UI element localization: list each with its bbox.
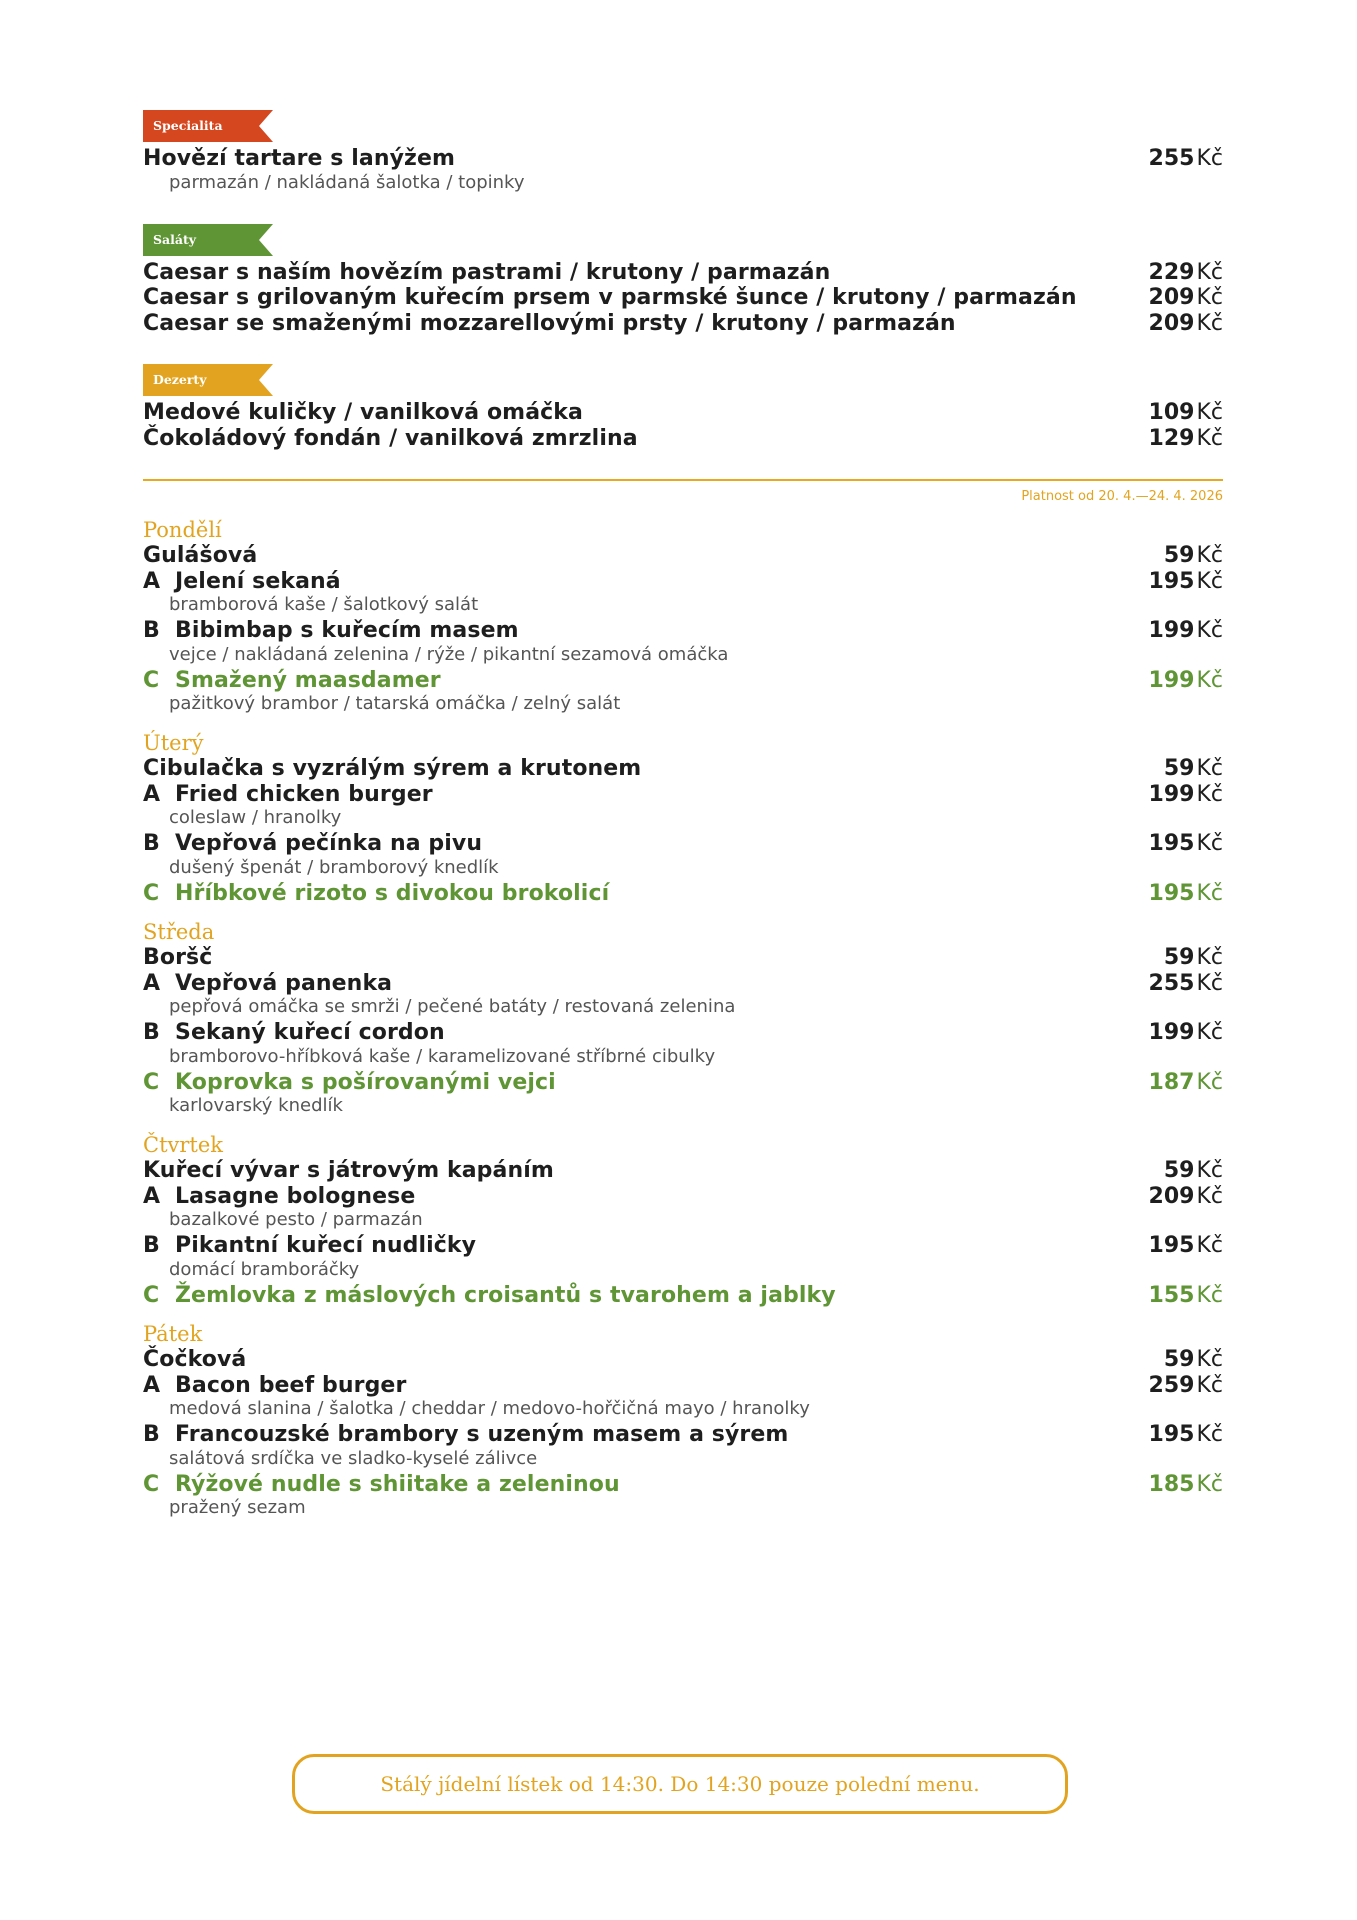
item-name: Čokoládový fondán / vanilková zmrzlina	[143, 425, 638, 451]
item-name-wrap	[143, 1020, 445, 1045]
item-letter: A	[143, 970, 161, 996]
price-value: 229	[1148, 259, 1195, 285]
item-letter: A	[143, 781, 161, 807]
section-2	[143, 364, 1223, 451]
item-description: karlovarský knedlík	[169, 1095, 343, 1116]
item-description: domácí bramboráčky	[169, 1258, 360, 1280]
price-value: 109	[1148, 400, 1195, 425]
item-letter: B	[143, 1020, 160, 1045]
item-description: pažitkový brambor / tatarská omáčka / zelný salát	[169, 693, 621, 714]
item-name: Hříbkové rizoto s divokou brokolicí	[175, 880, 610, 906]
main-item	[143, 831, 1223, 857]
price-currency: Kč	[1196, 1282, 1223, 1308]
main-item	[143, 1233, 1223, 1259]
soup-name: Boršč	[143, 945, 213, 970]
price-value: 129	[1148, 425, 1195, 451]
price-currency: Kč	[1196, 1372, 1223, 1398]
item-description: parmazán / nakládaná šalotka / topinky	[169, 171, 525, 193]
item-name: Koprovka s pošírovanými vejci	[175, 1069, 556, 1095]
price-value: 255	[1148, 970, 1195, 996]
soup-item	[143, 756, 1223, 782]
specials-sections	[143, 110, 1223, 451]
price-currency: Kč	[1196, 259, 1223, 285]
main-item	[143, 1283, 1223, 1309]
price	[1164, 1158, 1223, 1183]
menu-item	[143, 400, 1223, 426]
price	[1164, 945, 1223, 970]
section-1	[143, 224, 1223, 337]
item-name: Caesar s naším hovězím pastrami / krutony / parmazán	[143, 259, 831, 285]
item-name: Fried chicken burger	[175, 781, 433, 807]
item-letter: B	[143, 1233, 160, 1258]
day-name: Středa	[143, 920, 215, 944]
footer-text: Stálý jídelní lístek od 14:30. Do 14:30 pouze polední menu.	[380, 1772, 980, 1796]
price-value: 59	[1163, 543, 1195, 568]
item-description: vejce / nakládaná zelenina / rýže / pikantní sezamová omáčka	[169, 643, 729, 665]
soup-item	[143, 1158, 1223, 1184]
soup-name: Čočková	[143, 1347, 247, 1372]
item-name-wrap	[143, 618, 519, 643]
item-name-wrap	[143, 881, 609, 906]
item-letter: A	[143, 1183, 161, 1209]
menu-item	[143, 311, 1223, 337]
price-value: 59	[1163, 945, 1195, 970]
item-name-wrap	[143, 1373, 406, 1398]
price	[1149, 146, 1223, 171]
item-description: bazalkové pesto / parmazán	[169, 1209, 423, 1230]
price	[1149, 400, 1223, 425]
price	[1149, 831, 1223, 856]
item-name: Vepřová pečínka na pivu	[175, 831, 483, 856]
main-item	[143, 1070, 1223, 1096]
footer-notice	[292, 1754, 1068, 1814]
price-value: 59	[1163, 1158, 1195, 1183]
section-0	[143, 110, 1223, 196]
item-name: Vepřová panenka	[175, 970, 393, 996]
day-name: Pondělí	[143, 518, 222, 542]
section-label: Specialita	[153, 118, 223, 133]
menu-page	[143, 110, 1223, 1521]
item-name: Smažený maasdamer	[175, 667, 441, 693]
item-letter: C	[143, 1471, 160, 1497]
item-name-wrap	[143, 1233, 476, 1258]
item-name: Bibimbap s kuřecím masem	[175, 618, 519, 643]
item-letter: C	[143, 667, 160, 693]
price-currency: Kč	[1196, 781, 1223, 807]
main-item	[143, 881, 1223, 907]
menu-item	[143, 146, 1223, 172]
price-currency: Kč	[1196, 618, 1223, 643]
item-name: Jelení sekaná	[175, 568, 341, 594]
price-currency: Kč	[1196, 1471, 1223, 1497]
item-description: bramborovo-hříbková kaše / karamelizované stříbrné cibulky	[169, 1045, 716, 1067]
price-currency: Kč	[1196, 667, 1223, 693]
price-value: 199	[1148, 618, 1195, 643]
price-currency: Kč	[1196, 1233, 1223, 1258]
price-value: 255	[1148, 146, 1195, 171]
price-value: 199	[1148, 781, 1195, 807]
item-name: Medové kuličky / vanilková omáčka	[143, 400, 583, 425]
section-ribbon	[143, 110, 273, 142]
item-letter: C	[143, 1282, 160, 1308]
price-currency: Kč	[1196, 310, 1223, 336]
price-currency: Kč	[1196, 146, 1223, 171]
item-description: coleslaw / hranolky	[169, 807, 342, 828]
item-name: Sekaný kuřecí cordon	[175, 1020, 445, 1045]
price-currency: Kč	[1196, 970, 1223, 996]
day-block	[143, 1133, 1223, 1308]
item-letter: B	[143, 618, 160, 643]
price	[1149, 971, 1223, 996]
section-ribbon	[143, 364, 273, 396]
price	[1164, 543, 1223, 568]
item-name-wrap	[143, 831, 482, 856]
price-value: 155	[1148, 1282, 1195, 1308]
item-name: Hovězí tartare s lanýžem	[143, 146, 455, 171]
price-currency: Kč	[1196, 1158, 1223, 1183]
price	[1149, 1233, 1223, 1258]
price-value: 195	[1148, 1233, 1195, 1258]
price-value: 209	[1148, 310, 1195, 336]
item-letter: A	[143, 1372, 161, 1398]
day-block	[143, 518, 1223, 717]
soup-item	[143, 543, 1223, 569]
soup-item	[143, 945, 1223, 971]
price	[1149, 569, 1223, 594]
main-item	[143, 1373, 1223, 1399]
price-currency: Kč	[1196, 568, 1223, 594]
item-letter: C	[143, 1069, 160, 1095]
main-item	[143, 971, 1223, 997]
item-letter: A	[143, 568, 161, 594]
price-currency: Kč	[1196, 1347, 1223, 1372]
item-name-wrap	[143, 668, 441, 693]
price-currency: Kč	[1196, 425, 1223, 451]
price	[1149, 1184, 1223, 1209]
price-value: 195	[1148, 880, 1195, 906]
divider	[143, 479, 1223, 481]
price	[1149, 782, 1223, 807]
price-currency: Kč	[1196, 285, 1223, 310]
item-letter: B	[143, 831, 160, 856]
price	[1149, 1373, 1223, 1398]
section-ribbon	[143, 224, 273, 256]
price-value: 259	[1148, 1372, 1195, 1398]
day-block	[143, 920, 1223, 1119]
price-value: 59	[1163, 756, 1195, 781]
main-item	[143, 1020, 1223, 1046]
validity-text: Platnost od 20. 4.—24. 4. 2026	[1021, 489, 1223, 504]
price-currency: Kč	[1196, 1020, 1223, 1045]
price	[1149, 1422, 1223, 1447]
day-block	[143, 731, 1223, 906]
price	[1149, 1472, 1223, 1497]
price-value: 199	[1148, 1020, 1195, 1045]
main-item	[143, 668, 1223, 694]
item-description: salátová srdíčka ve sladko-kyselé zálivce	[169, 1447, 538, 1469]
item-name-wrap	[143, 782, 433, 807]
price-value: 195	[1148, 568, 1195, 594]
day-name: Čtvrtek	[143, 1133, 224, 1157]
price-currency: Kč	[1196, 756, 1223, 781]
price-currency: Kč	[1196, 831, 1223, 856]
main-item	[143, 618, 1223, 644]
price	[1149, 1283, 1223, 1308]
menu-item	[143, 426, 1223, 452]
item-description: bramborová kaše / šalotkový salát	[169, 594, 479, 615]
soup-item	[143, 1347, 1223, 1373]
price	[1149, 881, 1223, 906]
item-name-wrap	[143, 1184, 415, 1209]
price	[1149, 285, 1223, 310]
price-value: 185	[1148, 1471, 1195, 1497]
menu-item	[143, 260, 1223, 286]
item-description: dušený špenát / bramborový knedlík	[169, 856, 499, 878]
price-currency: Kč	[1196, 1422, 1223, 1447]
item-name-wrap	[143, 1070, 556, 1095]
item-name-wrap	[143, 971, 392, 996]
item-name: Francouzské brambory s uzeným masem a sýrem	[175, 1422, 789, 1447]
item-letter: C	[143, 880, 160, 906]
price-currency: Kč	[1196, 1183, 1223, 1209]
day-block	[143, 1322, 1223, 1521]
price-currency: Kč	[1196, 543, 1223, 568]
main-item	[143, 782, 1223, 808]
price	[1149, 1070, 1223, 1095]
menu-item	[143, 285, 1223, 311]
price	[1149, 668, 1223, 693]
main-item	[143, 1422, 1223, 1448]
item-name: Pikantní kuřecí nudličky	[175, 1233, 477, 1258]
price	[1164, 756, 1223, 781]
main-item	[143, 569, 1223, 595]
item-name: Caesar se smaženými mozzarellovými prsty / krutony / parmazán	[143, 310, 956, 336]
day-name: Pátek	[143, 1322, 203, 1346]
price	[1149, 311, 1223, 336]
price	[1164, 1347, 1223, 1372]
price-value: 209	[1148, 1183, 1195, 1209]
item-name: Rýžové nudle s shiitake a zeleninou	[175, 1471, 620, 1497]
soup-name: Cibulačka s vyzrálým sýrem a krutonem	[143, 756, 642, 781]
item-name: Bacon beef burger	[175, 1372, 407, 1398]
price	[1149, 426, 1223, 451]
price-value: 187	[1148, 1069, 1195, 1095]
price	[1149, 260, 1223, 285]
item-name: Žemlovka z máslových croisantů s tvarohem a jablky	[175, 1282, 836, 1308]
item-name: Lasagne bolognese	[175, 1183, 416, 1209]
item-description: pražený sezam	[169, 1497, 306, 1518]
item-description: pepřová omáčka se smrži / pečené batáty / restovaná zelenina	[169, 996, 736, 1017]
section-label: Dezerty	[153, 372, 207, 387]
price-currency: Kč	[1196, 1069, 1223, 1095]
section-label: Saláty	[153, 231, 197, 247]
main-item	[143, 1184, 1223, 1210]
daily-menu	[143, 518, 1223, 1521]
item-name-wrap	[143, 569, 341, 594]
price-currency: Kč	[1196, 945, 1223, 970]
price	[1149, 618, 1223, 643]
price-value: 199	[1148, 667, 1195, 693]
price-currency: Kč	[1196, 400, 1223, 425]
day-name: Úterý	[143, 731, 204, 755]
price-value: 195	[1148, 831, 1195, 856]
item-name-wrap	[143, 1422, 788, 1447]
price-currency: Kč	[1196, 880, 1223, 906]
item-name-wrap	[143, 1283, 836, 1308]
item-name-wrap	[143, 1472, 620, 1497]
price-value: 209	[1148, 285, 1195, 310]
price-value: 59	[1163, 1347, 1195, 1372]
item-description: medová slanina / šalotka / cheddar / medovo-hořčičná mayo / hranolky	[169, 1398, 810, 1419]
item-name: Caesar s grilovaným kuřecím prsem v parmské šunce / krutony / parmazán	[143, 285, 1077, 310]
item-letter: B	[143, 1422, 160, 1447]
price-value: 195	[1148, 1422, 1195, 1447]
soup-name: Kuřecí vývar s játrovým kapáním	[143, 1158, 554, 1183]
price	[1149, 1020, 1223, 1045]
main-item	[143, 1472, 1223, 1498]
soup-name: Gulášová	[143, 543, 258, 568]
